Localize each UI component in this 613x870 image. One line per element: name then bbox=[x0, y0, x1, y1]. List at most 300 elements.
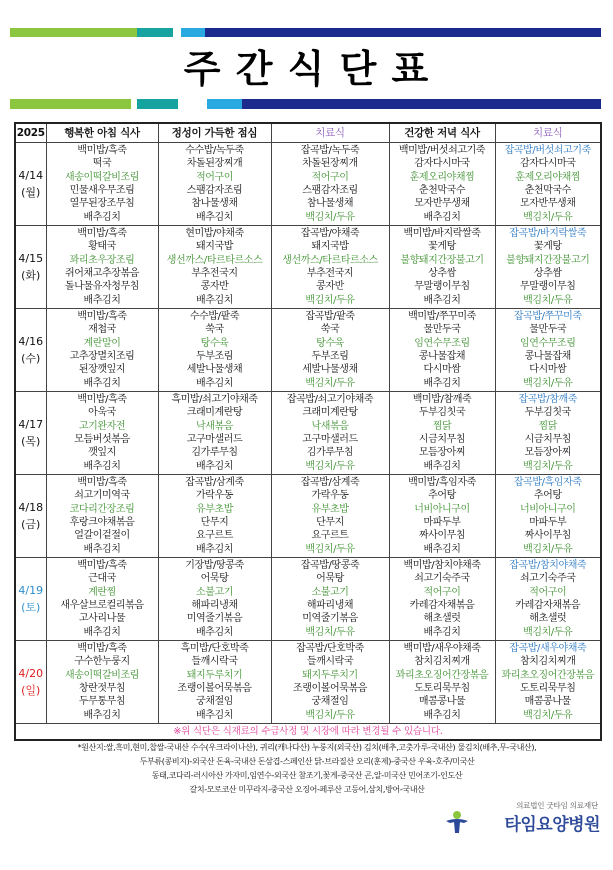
menu-item: 창란젓무침 bbox=[78, 683, 126, 694]
menu-item: 궁채절임 bbox=[195, 696, 234, 708]
menu-item: 백김치/두유 bbox=[523, 294, 573, 306]
menu-item: 세발나물생채 bbox=[302, 364, 358, 376]
menu-item: 배추김치 bbox=[423, 626, 461, 638]
lunch-cell bbox=[158, 392, 271, 475]
menu-item: 새송이떡갈비조림 bbox=[64, 669, 140, 681]
menu-item: 추어탕 bbox=[533, 490, 562, 502]
menu-item: 꽃게탕 bbox=[428, 241, 456, 253]
menu-item: 찜닭 bbox=[538, 420, 558, 432]
menu-item: 잡곡밥/녹두죽 bbox=[300, 145, 360, 157]
menu-item: 배추김치 bbox=[83, 543, 121, 555]
menu-item: 떡국 bbox=[92, 158, 112, 170]
menu-item: 백미밥/흑죽 bbox=[77, 311, 127, 323]
therapy-lunch-cell bbox=[271, 143, 389, 226]
menu-item: 마파두부 bbox=[529, 517, 567, 528]
menu-item: 배추김치 bbox=[83, 709, 121, 721]
menu-item: 너비아니구이 bbox=[414, 503, 470, 515]
menu-item: 배추김치 bbox=[83, 626, 121, 638]
menu-item: 기장밥/땅콩죽 bbox=[185, 560, 244, 572]
year-header: 2025 bbox=[15, 123, 46, 143]
menu-item: 계란말이 bbox=[83, 337, 121, 349]
date-label: 4/18 bbox=[18, 501, 44, 514]
menu-item: 백김치/두유 bbox=[305, 543, 355, 555]
menu-item: 배추김치 bbox=[83, 294, 121, 306]
menu-item: 적어구이 bbox=[195, 171, 234, 183]
menu-item: 흑미밥/쇠고기야채죽 bbox=[171, 394, 258, 406]
origin-line: 두부류(콩비지)-외국산 돈육-국내산 돈삼겹-스페인산 닭-브라질산 오리(훈제)-중국산 우육-호주/미국산 bbox=[139, 757, 475, 766]
weekday-label: (금) bbox=[21, 518, 41, 531]
menu-item: 찜닭 bbox=[432, 420, 452, 432]
menu-item: 미역줄기볶음 bbox=[302, 613, 358, 625]
menu-item: 돼지국밥 bbox=[311, 241, 349, 253]
menu-item: 백김치/두유 bbox=[523, 709, 573, 721]
weekday-label: (수) bbox=[21, 352, 41, 365]
menu-item: 새송이떡갈비조림 bbox=[64, 171, 140, 183]
menu-item: 낙새볶음 bbox=[311, 420, 349, 432]
therapy-dinner-cell bbox=[495, 558, 601, 641]
day-row bbox=[15, 558, 601, 641]
menu-item: 단무지 bbox=[316, 517, 344, 528]
menu-item: 열무된장조무침 bbox=[69, 198, 135, 210]
hospital-logo bbox=[440, 800, 600, 834]
date-label: 4/19 bbox=[18, 584, 44, 597]
menu-item: 백미밥/흑죽 bbox=[77, 145, 127, 157]
menu-item: 훈제오리야채찜 bbox=[515, 171, 581, 183]
date-cell bbox=[15, 309, 46, 392]
lunch-header: 정성이 가득한 점심 bbox=[158, 123, 271, 143]
menu-item: 해초샐럿 bbox=[529, 613, 567, 625]
lunch-cell bbox=[158, 558, 271, 641]
day-row bbox=[15, 392, 601, 475]
menu-item: 백김치/두유 bbox=[305, 211, 355, 223]
menu-item: 짜사이무침 bbox=[418, 530, 466, 542]
menu-item: 짜사이무침 bbox=[524, 530, 571, 542]
menu-item: 백미밥/쭈꾸미죽 bbox=[408, 311, 476, 323]
dinner-cell bbox=[389, 309, 495, 392]
menu-item: 백김치/두유 bbox=[305, 626, 355, 638]
menu-item: 잡곡밥/쭈꾸미죽 bbox=[513, 311, 582, 323]
menu-item: 어묵탕 bbox=[316, 573, 344, 585]
dinner-cell bbox=[389, 392, 495, 475]
origin-line: 갈치-모로코산 미꾸라지-중국산 오징어-페루산 고등어,삼치,방어-국내산 bbox=[189, 785, 425, 794]
menu-item: 백김치/두유 bbox=[305, 709, 355, 721]
menu-item: 배추김치 bbox=[423, 377, 461, 389]
menu-item: 잡곡밥/버섯쇠고기죽 bbox=[504, 145, 591, 157]
weekday-label: (토) bbox=[21, 601, 41, 614]
day-row bbox=[15, 309, 601, 392]
therapy-lunch-cell bbox=[271, 309, 389, 392]
menu-item: 무말랭이무침 bbox=[414, 281, 470, 293]
menu-item: 요구르트 bbox=[195, 530, 234, 542]
menu-item: 해파리냉채 bbox=[306, 600, 354, 611]
dinner-cell bbox=[389, 641, 495, 724]
menu-item: 불향돼지간장불고기 bbox=[506, 254, 590, 266]
menu-item: 적어구이 bbox=[423, 586, 461, 598]
top-stripe-blue bbox=[181, 28, 205, 37]
menu-item: 배추김치 bbox=[423, 709, 461, 721]
date-label: 4/17 bbox=[18, 418, 44, 431]
menu-item: 쑥국 bbox=[205, 324, 224, 336]
bottom-stripe-navy bbox=[242, 99, 601, 109]
menu-item: 물만두국 bbox=[423, 324, 461, 336]
menu-item: 현미밥/야채죽 bbox=[185, 228, 244, 240]
breakfast-cell bbox=[46, 143, 158, 226]
menu-item: 잡곡밥/삼계죽 bbox=[185, 477, 244, 489]
menu-item: 물만두국 bbox=[529, 324, 567, 336]
menu-item: 잡곡밥/단호박죽 bbox=[296, 643, 364, 655]
menu-item: 춘천막국수 bbox=[524, 185, 571, 196]
menu-item: 들깨시락국 bbox=[306, 656, 354, 668]
menu-item: 매콤콩나물 bbox=[418, 696, 466, 708]
menu-item: 다시마쌈 bbox=[529, 364, 567, 376]
menu-item: 재첩국 bbox=[88, 324, 116, 336]
menu-item: 두부김칫국 bbox=[524, 407, 571, 419]
menu-item: 된장깻잎지 bbox=[78, 364, 126, 376]
lunch-cell bbox=[158, 309, 271, 392]
menu-item: 배추김치 bbox=[195, 626, 234, 638]
menu-item: 백미밥/새우야채죽 bbox=[403, 643, 481, 655]
menu-item: 쇠고기숙주국 bbox=[414, 573, 470, 585]
note-row bbox=[15, 724, 601, 741]
menu-item: 무말랭이무침 bbox=[519, 281, 576, 293]
lunch-cell bbox=[158, 143, 271, 226]
date-label: 4/15 bbox=[18, 252, 44, 265]
menu-item: 가락우동 bbox=[311, 490, 349, 502]
menu-item: 배추김치 bbox=[423, 294, 461, 306]
menu-item: 탕수육 bbox=[316, 337, 344, 349]
date-cell bbox=[15, 558, 46, 641]
menu-table bbox=[14, 122, 602, 741]
menu-item: 가락우동 bbox=[195, 490, 234, 502]
breakfast-cell bbox=[46, 558, 158, 641]
menu-item: 도토리묵무침 bbox=[414, 683, 470, 694]
menu-item: 백미밥/흑임자죽 bbox=[408, 477, 476, 489]
menu-item: 잡곡밥/쇠고기야채죽 bbox=[286, 394, 374, 406]
menu-item: 소불고기 bbox=[311, 586, 349, 598]
menu-item: 참치김치찌개 bbox=[414, 656, 470, 668]
origin-line: 동태,코다리-러시아산 가자미,임연수-외국산 참조기,꽃게-중국산 곤,알-미국산 민어조기-인도산 bbox=[151, 771, 463, 780]
menu-item: 깻잎지 bbox=[88, 447, 116, 459]
menu-item: 크래미계란탕 bbox=[186, 407, 243, 419]
menu-item: 임연수무조림 bbox=[414, 337, 470, 349]
menu-item: 김가루무침 bbox=[306, 447, 354, 459]
date-cell bbox=[15, 641, 46, 724]
menu-item: 배추김치 bbox=[423, 211, 461, 223]
menu-item: 모자반무생채 bbox=[414, 198, 470, 210]
bottom-stripe-teal bbox=[137, 99, 178, 109]
menu-item: 백김치/두유 bbox=[523, 377, 573, 389]
date-cell bbox=[15, 392, 46, 475]
menu-item: 잡곡밥/팥죽 bbox=[305, 311, 355, 323]
therapy-dinner-cell bbox=[495, 475, 601, 558]
menu-item: 백김치/두유 bbox=[305, 294, 355, 306]
menu-item: 꽈리초오징어간장볶음 bbox=[395, 669, 489, 681]
origin-info bbox=[14, 741, 600, 797]
top-stripe-green bbox=[10, 28, 137, 37]
date-label: 4/20 bbox=[18, 667, 44, 680]
menu-item: 세발나물생채 bbox=[186, 364, 243, 376]
therapy-dinner-cell bbox=[495, 226, 601, 309]
breakfast-header: 행복한 아침 식사 bbox=[46, 123, 158, 143]
menu-item: 참치김치찌개 bbox=[519, 656, 576, 668]
menu-item: 새우살브로컬리볶음 bbox=[60, 600, 144, 611]
menu-item: 배추김치 bbox=[195, 543, 234, 555]
date-label: 4/14 bbox=[18, 169, 44, 182]
menu-item: 소불고기 bbox=[195, 586, 234, 598]
menu-item: 민물새우무조림 bbox=[69, 185, 135, 196]
logo-hospital-name: 타임요양병원 bbox=[504, 815, 600, 835]
menu-item: 콩나물잡채 bbox=[418, 351, 466, 362]
menu-item: 꽃게탕 bbox=[533, 241, 562, 253]
logo-org-text: 의료법인 굿타임 의료재단 bbox=[516, 801, 598, 810]
day-row bbox=[15, 226, 601, 309]
therapy-lunch-cell bbox=[271, 641, 389, 724]
menu-item: 훈제오리야채찜 bbox=[409, 171, 475, 183]
breakfast-cell bbox=[46, 309, 158, 392]
menu-item: 차돌된장찌개 bbox=[302, 158, 358, 170]
menu-item: 참나물생채 bbox=[191, 198, 238, 210]
menu-item: 상추쌈 bbox=[428, 268, 456, 279]
hospital-person-icon bbox=[444, 810, 470, 838]
lunch-cell bbox=[158, 226, 271, 309]
menu-item: 고추장멸치조림 bbox=[69, 351, 135, 362]
menu-item: 백미밥/흑죽 bbox=[77, 477, 127, 489]
therapy-lunch-header: 치료식 bbox=[271, 123, 389, 143]
menu-item: 백미밥/바지락쌀죽 bbox=[403, 228, 481, 240]
menu-item: 콩나물잡채 bbox=[524, 351, 571, 362]
menu-item: 잡곡밥/참치야채죽 bbox=[509, 560, 587, 572]
menu-item: 수수밥/팥죽 bbox=[189, 311, 240, 323]
menu-item: 쇠고기숙주국 bbox=[519, 573, 576, 585]
menu-item: 생선까스/타르타르소스 bbox=[282, 254, 378, 266]
menu-item: 돼지국밥 bbox=[195, 241, 234, 253]
menu-item: 얼갈이겉절이 bbox=[74, 530, 130, 542]
menu-item: 수수밥/녹두죽 bbox=[185, 145, 244, 157]
date-label: 4/16 bbox=[18, 335, 44, 348]
dinner-cell bbox=[389, 143, 495, 226]
menu-item: 배추김치 bbox=[195, 460, 234, 472]
menu-item: 백김치/두유 bbox=[523, 543, 573, 555]
therapy-dinner-cell bbox=[495, 392, 601, 475]
menu-item: 모자반무생채 bbox=[519, 198, 576, 210]
menu-item: 김가루무침 bbox=[191, 447, 238, 459]
menu-item: 배추김치 bbox=[83, 377, 121, 389]
menu-item: 백미밥/참깨죽 bbox=[412, 394, 472, 406]
menu-item: 도토리묵무침 bbox=[519, 683, 576, 694]
top-stripe-teal bbox=[137, 28, 173, 37]
menu-item: 두부김칫국 bbox=[418, 407, 466, 419]
day-row bbox=[15, 143, 601, 226]
menu-item: 두부조림 bbox=[195, 351, 234, 362]
menu-item: 잡곡밥/참깨죽 bbox=[518, 394, 578, 406]
menu-item: 황태국 bbox=[88, 241, 116, 253]
dinner-header: 건강한 저녁 식사 bbox=[389, 123, 495, 143]
menu-item: 근대국 bbox=[88, 573, 116, 585]
menu-item: 백미밥/흑죽 bbox=[77, 560, 127, 572]
menu-item: 백미밥/흑죽 bbox=[77, 394, 127, 406]
menu-item: 참나물생채 bbox=[306, 198, 354, 210]
menu-item: 부추전국지 bbox=[306, 268, 354, 279]
menu-item: 백미밥/흑죽 bbox=[77, 643, 127, 655]
lunch-cell bbox=[158, 641, 271, 724]
menu-item: 유부초밥 bbox=[195, 503, 234, 515]
menu-item: 조랭이볼어묵볶음 bbox=[177, 683, 252, 694]
menu-item: 스팸감자조림 bbox=[186, 185, 243, 196]
menu-item: 고구마샐러드 bbox=[186, 434, 243, 445]
header-row bbox=[15, 123, 601, 143]
menu-item: 쑥국 bbox=[320, 324, 340, 336]
menu-item: 스팸감자조림 bbox=[302, 185, 358, 196]
therapy-lunch-cell bbox=[271, 226, 389, 309]
menu-item: 백김치/두유 bbox=[305, 460, 355, 472]
therapy-dinner-cell bbox=[495, 143, 601, 226]
menu-item: 상추쌈 bbox=[533, 268, 562, 279]
menu-item: 구수한누룽지 bbox=[74, 656, 130, 668]
dinner-cell bbox=[389, 226, 495, 309]
therapy-dinner-cell bbox=[495, 309, 601, 392]
menu-item: 백미밥/참치야채죽 bbox=[403, 560, 481, 572]
menu-item: 조랭이볼어묵볶음 bbox=[292, 683, 368, 694]
breakfast-cell bbox=[46, 641, 158, 724]
menu-item: 백김치/두유 bbox=[523, 460, 573, 472]
menu-item: 불향돼지간장불고기 bbox=[400, 254, 484, 266]
menu-item: 마파두부 bbox=[423, 517, 461, 528]
dinner-cell bbox=[389, 475, 495, 558]
menu-item: 배추김치 bbox=[195, 294, 234, 306]
menu-item: 적어구이 bbox=[529, 586, 567, 598]
bottom-stripe-green bbox=[10, 99, 131, 109]
menu-item: 돼지두루치기 bbox=[186, 669, 243, 681]
menu-item: 단무지 bbox=[200, 517, 229, 528]
menu-body bbox=[15, 143, 601, 724]
menu-item: 고기완자전 bbox=[78, 420, 126, 432]
menu-item: 차돌된장찌개 bbox=[186, 158, 243, 170]
therapy-dinner-header: 치료식 bbox=[495, 123, 601, 143]
menu-item: 시금치무침 bbox=[418, 434, 466, 445]
date-cell bbox=[15, 143, 46, 226]
menu-item: 돌나물유자청무침 bbox=[64, 281, 140, 293]
menu-item: 쥐어채고추장볶음 bbox=[64, 268, 140, 279]
menu-item: 모듬장아찌 bbox=[418, 447, 466, 459]
menu-item: 후랑크야채볶음 bbox=[69, 517, 135, 528]
menu-item: 요구르트 bbox=[311, 530, 349, 542]
weekday-label: (월) bbox=[21, 186, 41, 199]
menu-item: 낙새볶음 bbox=[195, 420, 234, 432]
menu-item: 흑미밥/단호박죽 bbox=[180, 643, 249, 655]
menu-item: 미역줄기볶음 bbox=[186, 613, 243, 625]
menu-item: 모듬장아찌 bbox=[524, 447, 571, 459]
menu-item: 고사리나물 bbox=[78, 613, 126, 625]
menu-item: 모듬버섯볶음 bbox=[74, 434, 130, 445]
menu-item: 돼지두루치기 bbox=[302, 669, 358, 681]
breakfast-cell bbox=[46, 226, 158, 309]
menu-item: 배추김치 bbox=[195, 377, 234, 389]
menu-item: 백김치/두유 bbox=[305, 377, 355, 389]
weekday-label: (화) bbox=[21, 269, 41, 282]
menu-item: 적어구이 bbox=[311, 171, 349, 183]
menu-item: 배추김치 bbox=[83, 211, 121, 223]
menu-item: 계란찜 bbox=[88, 586, 116, 598]
day-row bbox=[15, 641, 601, 724]
menu-item: 궁채절임 bbox=[311, 696, 349, 708]
menu-item: 백미밥/흑죽 bbox=[77, 228, 127, 240]
menu-item: 아욱국 bbox=[88, 407, 116, 419]
weekday-label: (일) bbox=[21, 684, 41, 697]
menu-item: 두무통무침 bbox=[78, 696, 126, 708]
menu-item: 배추김치 bbox=[83, 460, 121, 472]
menu-item: 시금치무침 bbox=[524, 434, 571, 445]
menu-item: 해파리냉채 bbox=[191, 600, 238, 611]
origin-line: *원산지:쌀,흑미,현미,찹쌀-국내산 수수(우크라이나산), 귀리(캐나다산) 누룽지(외국산) 김치(배추,고춧가루-국내산) 물김치(배추,무-국내산), bbox=[77, 743, 537, 752]
date-cell bbox=[15, 226, 46, 309]
menu-item: 감자다시마국 bbox=[519, 158, 576, 170]
menu-item: 춘천막국수 bbox=[418, 185, 466, 196]
menu-item: 배추김치 bbox=[195, 211, 234, 223]
menu-item: 백미밥/버섯쇠고기죽 bbox=[398, 145, 486, 157]
menu-item: 생선까스/타르타르소스 bbox=[166, 254, 263, 266]
menu-item: 잡곡밥/야채죽 bbox=[300, 228, 360, 240]
menu-item: 어묵탕 bbox=[200, 573, 229, 585]
menu-change-note: ※위 식단은 식재료의 수급사정 및 시장에 따라 변경될 수 있습니다. bbox=[15, 724, 601, 741]
menu-item: 임연수무조림 bbox=[519, 337, 576, 349]
therapy-lunch-cell bbox=[271, 475, 389, 558]
menu-item: 감자다시마국 bbox=[414, 158, 470, 170]
menu-item: 카레감자채볶음 bbox=[515, 600, 581, 611]
menu-item: 잡곡밥/땅콩죽 bbox=[300, 560, 360, 572]
breakfast-cell bbox=[46, 475, 158, 558]
menu-item: 탕수육 bbox=[200, 337, 229, 349]
menu-item: 꽈리초우장조림 bbox=[69, 254, 135, 266]
menu-item: 고구마샐러드 bbox=[302, 434, 358, 445]
menu-item: 백김치/두유 bbox=[523, 626, 573, 638]
menu-item: 쇠고기미역국 bbox=[74, 490, 130, 502]
menu-item: 잡곡밥/바지락쌀죽 bbox=[509, 228, 587, 240]
top-stripe-navy bbox=[205, 28, 601, 37]
page-title: 주 간 식 단 표 bbox=[183, 47, 430, 91]
date-cell bbox=[15, 475, 46, 558]
menu-item: 잡곡밥/흑임자죽 bbox=[513, 477, 582, 489]
menu-item: 잡곡밥/새우야채죽 bbox=[509, 643, 587, 655]
menu-item: 꽈리초오징어간장볶음 bbox=[501, 669, 595, 681]
menu-item: 해초샐럿 bbox=[423, 613, 461, 625]
menu-item: 너비아니구이 bbox=[519, 503, 576, 515]
menu-item: 매콤콩나물 bbox=[524, 696, 571, 708]
therapy-dinner-cell bbox=[495, 641, 601, 724]
menu-item: 유부초밥 bbox=[311, 503, 349, 515]
menu-item: 잡곡밥/삼계죽 bbox=[300, 477, 360, 489]
therapy-lunch-cell bbox=[271, 392, 389, 475]
menu-item: 배추김치 bbox=[423, 460, 461, 472]
menu-item: 콩자반 bbox=[316, 281, 344, 293]
dinner-cell bbox=[389, 558, 495, 641]
menu-item: 배추김치 bbox=[423, 543, 461, 555]
menu-item: 두부조림 bbox=[311, 351, 349, 362]
menu-item: 카레감자채볶음 bbox=[409, 600, 475, 611]
menu-item: 부추전국지 bbox=[191, 268, 238, 279]
menu-item: 배추김치 bbox=[195, 709, 234, 721]
therapy-lunch-cell bbox=[271, 558, 389, 641]
lunch-cell bbox=[158, 475, 271, 558]
bottom-stripe-blue bbox=[207, 99, 242, 109]
menu-item: 들깨시락국 bbox=[191, 656, 238, 668]
menu-item: 콩자반 bbox=[200, 281, 229, 293]
weekday-label: (목) bbox=[21, 435, 41, 448]
menu-item: 다시마쌈 bbox=[423, 364, 461, 376]
menu-item: 추어탕 bbox=[428, 490, 456, 502]
breakfast-cell bbox=[46, 392, 158, 475]
menu-item: 백김치/두유 bbox=[523, 211, 573, 223]
day-row bbox=[15, 475, 601, 558]
